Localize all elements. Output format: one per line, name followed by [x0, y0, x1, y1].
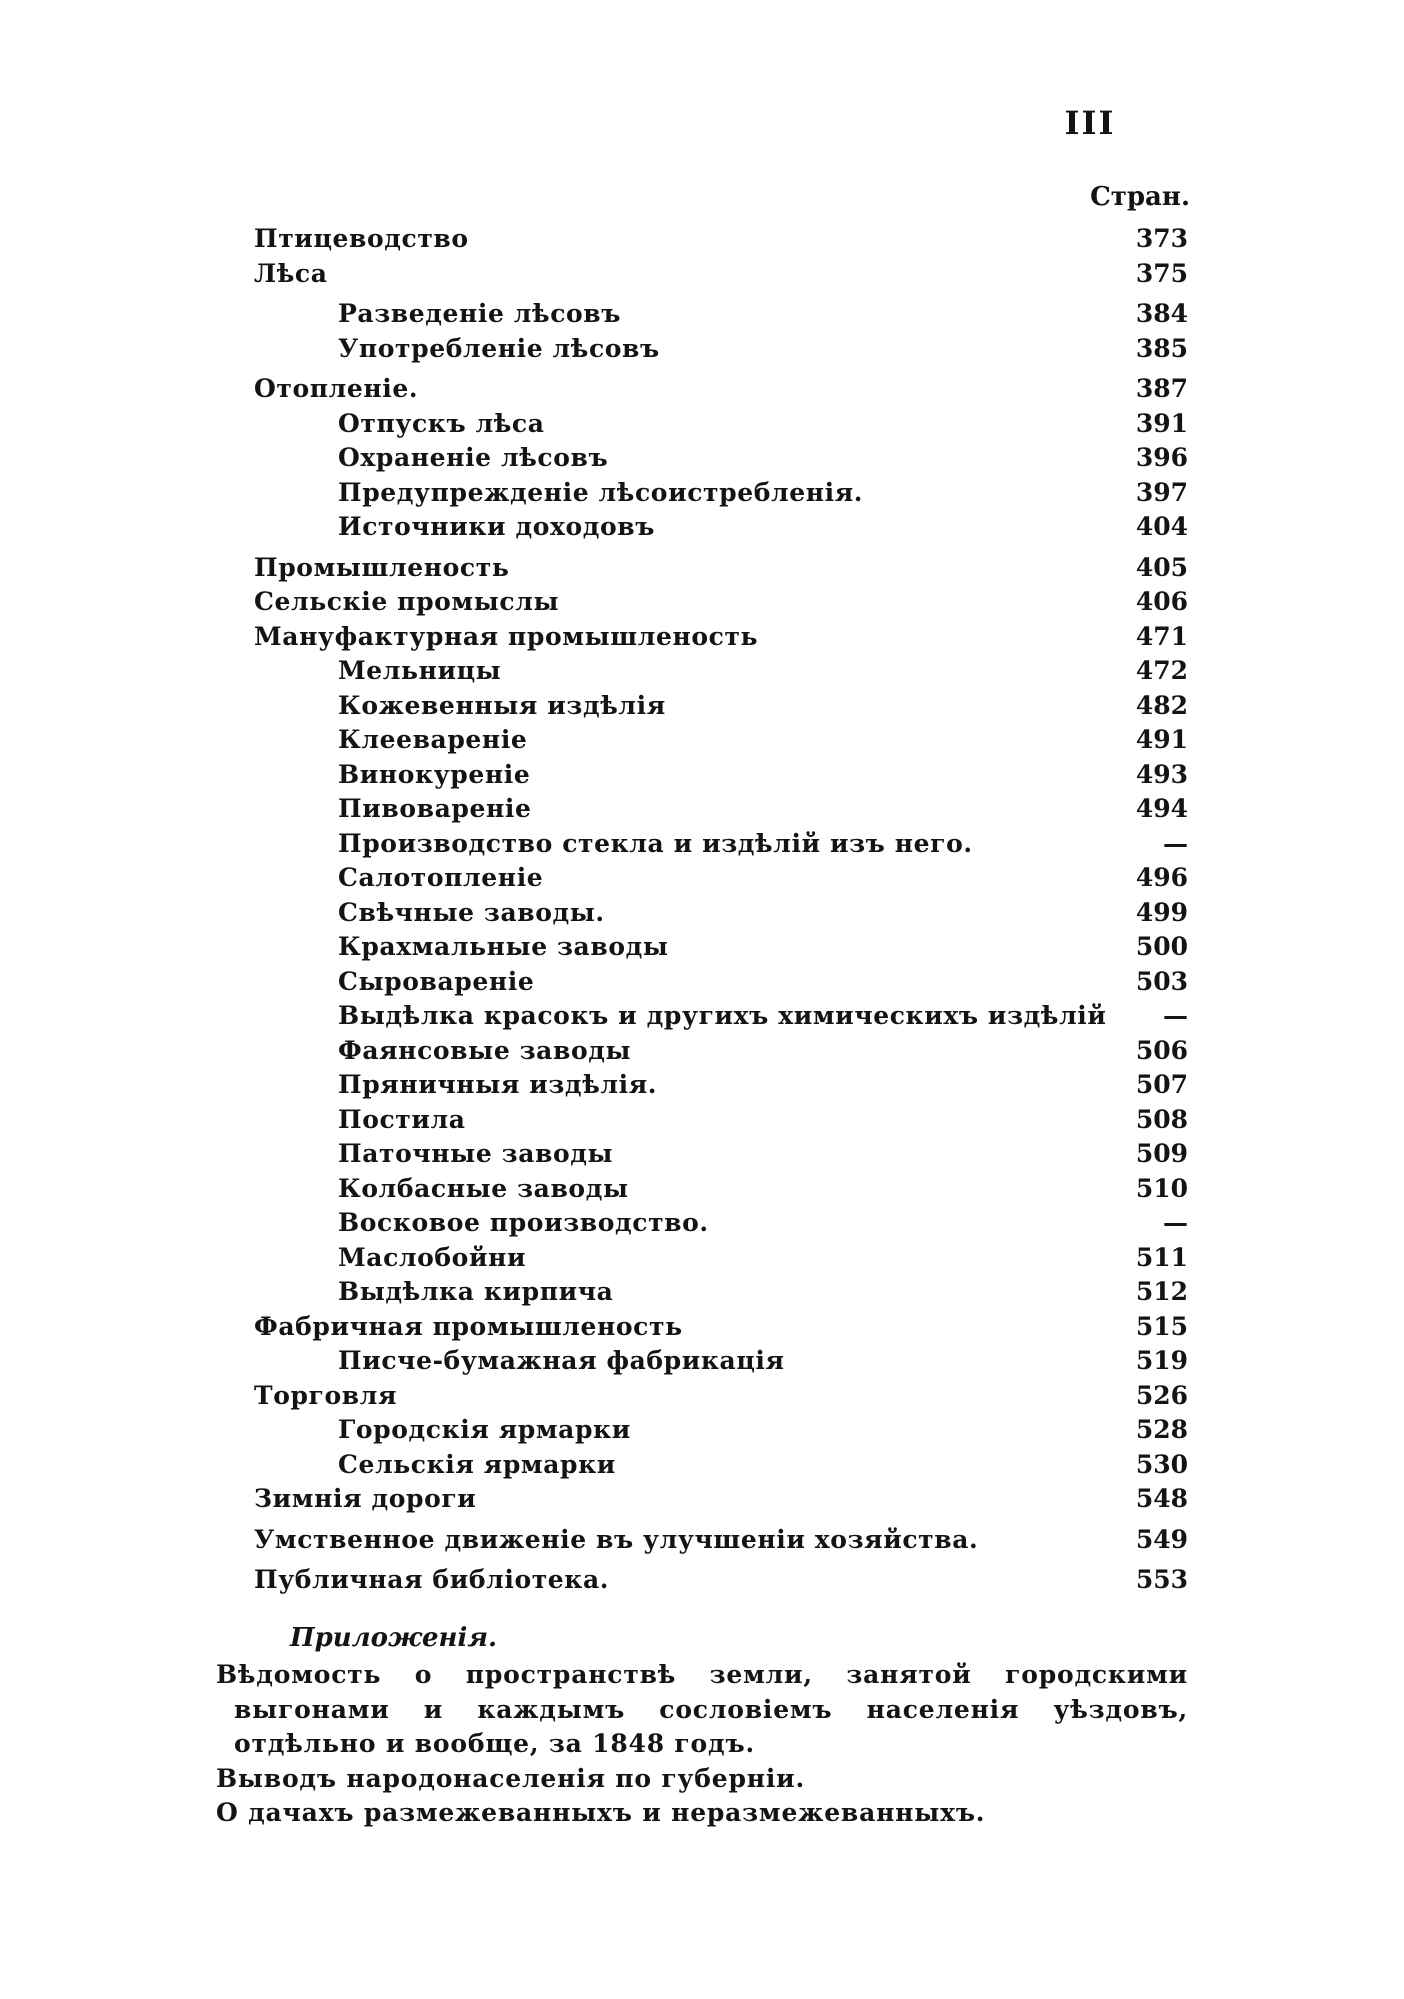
toc-entry [0, 1103, 1404, 1138]
toc-entry [0, 1413, 1404, 1448]
toc-entry-page: 482 [1135, 690, 1188, 720]
toc-entry-title: Производство стекла и издѣлій изъ него. [338, 828, 973, 858]
toc-entry-page: 511 [1135, 1242, 1188, 1272]
toc-entry-page: 553 [1135, 1565, 1188, 1594]
toc-entry-page: 404 [1135, 512, 1188, 541]
toc-entry [0, 407, 1404, 442]
toc-entry-title: Сельскія ярмарки [338, 1449, 616, 1479]
toc-entry-page: 548 [1135, 1484, 1188, 1513]
toc-entry-page: 385 [1135, 333, 1188, 363]
toc-entry-title: Городскія ярмарки [338, 1415, 631, 1444]
toc-entry-title: Лѣса [254, 258, 328, 288]
table-of-contents [0, 222, 1404, 1598]
toc-entry-title: Клееваренiе [338, 725, 528, 754]
toc-entry-title: Употребленіе лѣсовъ [338, 333, 660, 363]
toc-entry-title: Колбасные заводы [338, 1173, 629, 1203]
toc-entry-page: 507 [1135, 1070, 1188, 1099]
toc-entry-title: Восковое производство. [338, 1208, 709, 1237]
toc-entry [0, 1523, 1404, 1558]
toc-entry-page: 549 [1135, 1524, 1188, 1554]
toc-entry-page: 491 [1135, 725, 1188, 754]
page-column-header: Стран. [1090, 182, 1190, 212]
toc-entry-title: Умственное движеніе въ улучшеніи хозяйства. [254, 1524, 979, 1554]
toc-entry [0, 1448, 1404, 1483]
toc-entry [0, 297, 1404, 332]
toc-entry [0, 1275, 1404, 1310]
toc-entry-title: Мельницы [338, 656, 502, 685]
toc-entry-title: Кожевенныя издѣлія [338, 690, 666, 720]
toc-entry [0, 758, 1404, 793]
toc-entry-page: — [1163, 1208, 1188, 1237]
toc-entry [0, 1137, 1404, 1172]
toc-entry-title: Торговля [254, 1380, 398, 1410]
toc-entry [0, 999, 1404, 1034]
toc-entry [0, 1172, 1404, 1207]
toc-entry-title: Сельскіе промыслы [254, 587, 560, 616]
toc-entry-title: Птицеводство [254, 224, 469, 253]
toc-entry-title: Выдѣлка красокъ и другихъ химическихъ издѣлій [338, 1001, 1107, 1030]
toc-entry [0, 827, 1404, 862]
toc-entry-title: Источники доходовъ [338, 512, 656, 541]
toc-entry-title: Отопленіе. [254, 374, 419, 403]
toc-entry-page: — [1163, 828, 1188, 858]
toc-entry-title: Свѣчные заводы. [338, 897, 605, 927]
toc-entry-title: Постила [338, 1104, 466, 1134]
toc-entry [0, 585, 1404, 620]
toc-entry-page: 471 [1135, 621, 1188, 651]
toc-entry-page: 503 [1135, 966, 1188, 996]
toc-entry-page: 506 [1135, 1035, 1188, 1065]
toc-entry-page: 496 [1135, 863, 1188, 892]
page-number: III [1064, 104, 1116, 142]
toc-entry-page: 397 [1135, 477, 1188, 507]
toc-entry [0, 1563, 1404, 1598]
toc-entry-title: Сыровареніе [338, 966, 535, 996]
toc-entry-title: Охраненіе лѣсовъ [338, 443, 609, 472]
toc-entry-page: 387 [1135, 374, 1188, 403]
toc-entry-title: Мануфактурная промышленость [254, 621, 759, 651]
toc-entry-title: Маслобойни [338, 1242, 527, 1272]
toc-entry-title: Зимнія дороги [254, 1484, 477, 1513]
toc-entry-page: 472 [1135, 656, 1188, 685]
appendix-heading: Приложенія. [290, 1623, 498, 1653]
toc-entry [0, 222, 1404, 257]
toc-entry-title: Пивовареніе [338, 794, 532, 823]
toc-entry [0, 332, 1404, 367]
toc-entry-page: 373 [1135, 224, 1188, 253]
toc-entry-page: 384 [1135, 299, 1188, 328]
toc-entry-page: 519 [1135, 1346, 1188, 1375]
toc-entry [0, 1034, 1404, 1069]
toc-entry-page: 509 [1135, 1139, 1188, 1168]
toc-entry [0, 476, 1404, 511]
toc-entry-page: 510 [1135, 1173, 1188, 1203]
toc-entry-title: Выдѣлка кирпича [338, 1277, 614, 1306]
toc-entry-title: Промышленость [254, 552, 510, 582]
toc-entry [0, 689, 1404, 724]
toc-entry-page: 493 [1135, 759, 1188, 789]
toc-entry [0, 441, 1404, 476]
toc-entry [0, 965, 1404, 1000]
appendix-item: Выводъ народонаселенія по губерніи. [216, 1763, 805, 1793]
toc-entry-title: Разведеніе лѣсовъ [338, 299, 622, 328]
toc-entry [0, 654, 1404, 689]
toc-entry [0, 1344, 1404, 1379]
toc-entry-title: Паточные заводы [338, 1139, 614, 1168]
toc-entry [0, 930, 1404, 965]
toc-entry-title: Салотопленіе [338, 863, 544, 892]
toc-entry-title: Отпускъ лѣса [338, 408, 545, 438]
toc-entry [0, 1310, 1404, 1345]
toc-entry [0, 1379, 1404, 1414]
appendix-item: Вѣдомость о пространствѣ земли, занятой городскими выгонами и каждымъ сословіемъ населенія уѣздовъ, отдѣльно и вообще, за 1848 годъ. [216, 1660, 1188, 1758]
toc-entry [0, 620, 1404, 655]
appendix-list [216, 1658, 1188, 1831]
toc-entry [0, 723, 1404, 758]
toc-entry-title: Публичная библіотека. [254, 1565, 610, 1594]
toc-entry [0, 1068, 1404, 1103]
toc-entry [0, 861, 1404, 896]
toc-entry-title: Фабричная промышленость [254, 1311, 683, 1341]
appendix-item: О дачахъ размежеванныхъ и неразмежеванныхъ. [216, 1798, 986, 1827]
toc-entry [0, 1482, 1404, 1517]
toc-entry-page: 494 [1135, 794, 1188, 823]
toc-entry-page: 396 [1135, 443, 1188, 472]
toc-entry-page: 375 [1135, 258, 1188, 288]
toc-entry-page: — [1163, 1001, 1188, 1030]
toc-entry-page: 391 [1135, 408, 1188, 438]
toc-entry [0, 510, 1404, 545]
toc-entry [0, 257, 1404, 292]
toc-entry-page: 515 [1135, 1311, 1188, 1341]
toc-entry-page: 530 [1135, 1449, 1188, 1479]
toc-entry-page: 526 [1135, 1380, 1188, 1410]
toc-entry-page: 406 [1135, 587, 1188, 616]
toc-entry [0, 372, 1404, 407]
toc-entry [0, 1206, 1404, 1241]
toc-entry-page: 499 [1135, 897, 1188, 927]
toc-entry [0, 896, 1404, 931]
toc-entry-title: Фаянсовые заводы [338, 1035, 632, 1065]
toc-entry [0, 551, 1404, 586]
toc-entry-page: 528 [1135, 1415, 1188, 1444]
toc-entry-page: 512 [1135, 1277, 1188, 1306]
toc-entry-title: Винокуреніе [338, 759, 531, 789]
toc-entry-title: Пряничныя издѣлія. [338, 1070, 658, 1099]
toc-entry-title: Предупрежденіе лѣсоистребленія. [338, 477, 864, 507]
toc-entry-page: 500 [1135, 932, 1188, 961]
toc-entry-page: 508 [1135, 1104, 1188, 1134]
toc-entry [0, 1241, 1404, 1276]
toc-entry [0, 792, 1404, 827]
toc-entry-title: Писче-бумажная фабрикація [338, 1346, 785, 1375]
toc-entry-title: Крахмальные заводы [338, 932, 669, 961]
toc-entry-page: 405 [1135, 552, 1188, 582]
